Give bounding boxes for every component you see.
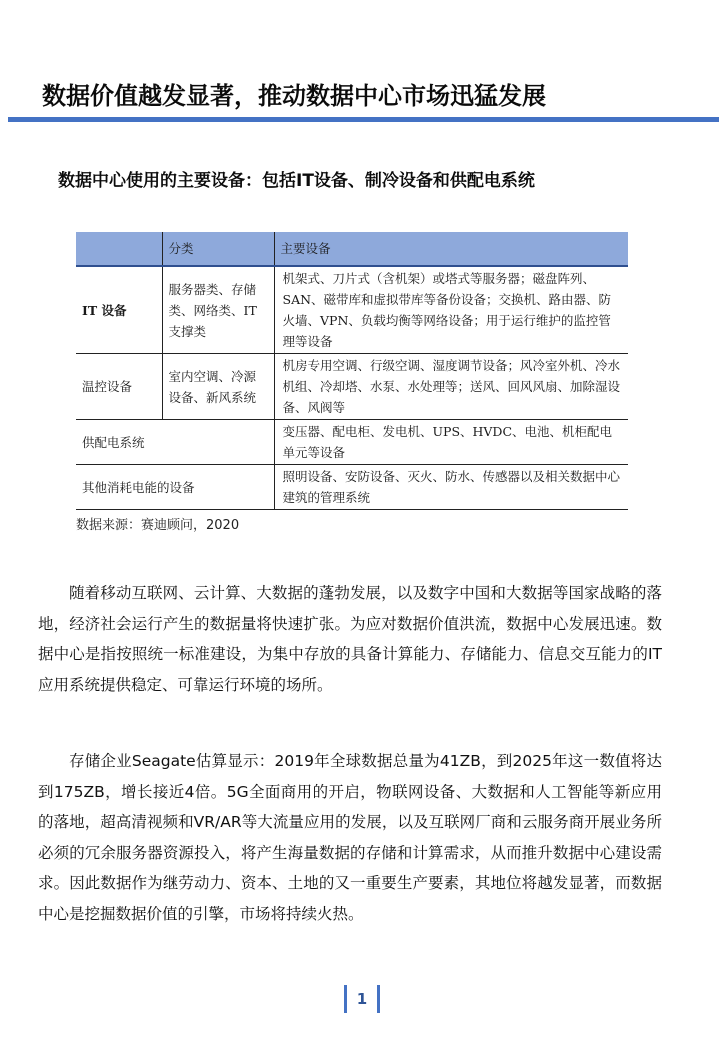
- table-header-row: [76, 232, 628, 266]
- row-subcategory: 服务器类、存储类、网络类、IT 支撑类: [162, 266, 274, 354]
- row-equipment: 照明设备、安防设备、灭火、防水、传感器以及相关数据中心建筑的管理系统: [274, 465, 628, 510]
- table-row: [76, 465, 628, 510]
- table-row: [76, 420, 628, 465]
- table-row: [76, 266, 628, 354]
- row-category: 其他消耗电能的设备: [76, 465, 274, 510]
- row-category: IT 设备: [76, 266, 162, 354]
- body-paragraph-1: 随着移动互联网、云计算、大数据的蓬勃发展，以及数字中国和大数据等国家战略的落地，经济社会运行产生的数据量将快速扩张。为应对数据价值洪流，数据中心发展迅速。数据中心是指按照统一标准建设，为集中存放的具备计算能力、存储能力、信息交互能力的IT应用系统提供稳定、可靠运行环境的场所。: [38, 584, 662, 694]
- equipment-table: [76, 232, 628, 510]
- table-row: [76, 354, 628, 420]
- title-rule: [8, 117, 719, 122]
- header-cell-category: 分类: [162, 232, 274, 266]
- table-heading: 数据中心使用的主要设备：包括IT设备、制冷设备和供配电系统: [58, 171, 535, 191]
- row-equipment: 变压器、配电柜、发电机、UPS、HVDC、电池、机柜配电单元等设备: [274, 420, 628, 465]
- header-cell-equipment: 主要设备: [274, 232, 628, 266]
- data-source-note: 数据来源：赛迪顾问，2020: [76, 518, 240, 533]
- body-paragraph-2: 存储企业Seagate估算显示：2019年全球数据总量为41ZB，到2025年这一数值将达到175ZB，增长接近4倍。5G全面商用的开启，物联网设备、大数据和人工智能等新应用的落地，超高清视频和VR/AR等大流量应用的发展，以及互联网厂商和云服务商开展业务所必须的冗余服务器资源投入，将产生海量数据的存储和计算需求，从而推升数据中心建设需求。因此数据作为继劳动力、资本、土地的又一重要生产要素，其地位将越发显著，而数据中心是挖掘数据价值的引擎，市场将持续火热。: [38, 752, 662, 923]
- header-cell-empty: [76, 232, 162, 266]
- row-category: 温控设备: [76, 354, 162, 420]
- row-subcategory: 室内空调、冷源设备、新风系统: [162, 354, 274, 420]
- page-title: 数据价值越发显著，推动数据中心市场迅猛发展: [42, 82, 546, 110]
- row-equipment: 机房专用空调、行级空调、湿度调节设备；风冷室外机、冷水机组、冷却塔、水泵、水处理等；送风、回风风扇、加除湿设备、风阀等: [274, 354, 628, 420]
- row-equipment: 机架式、刀片式（含机架）或塔式等服务器；磁盘阵列、SAN、磁带库和虚拟带库等备份设备；交换机、路由器、防火墙、VPN、负载均衡等网络设备；用于运行维护的监控管理等设备: [274, 266, 628, 354]
- page-number: 1: [344, 985, 380, 1013]
- row-category: 供配电系统: [76, 420, 274, 465]
